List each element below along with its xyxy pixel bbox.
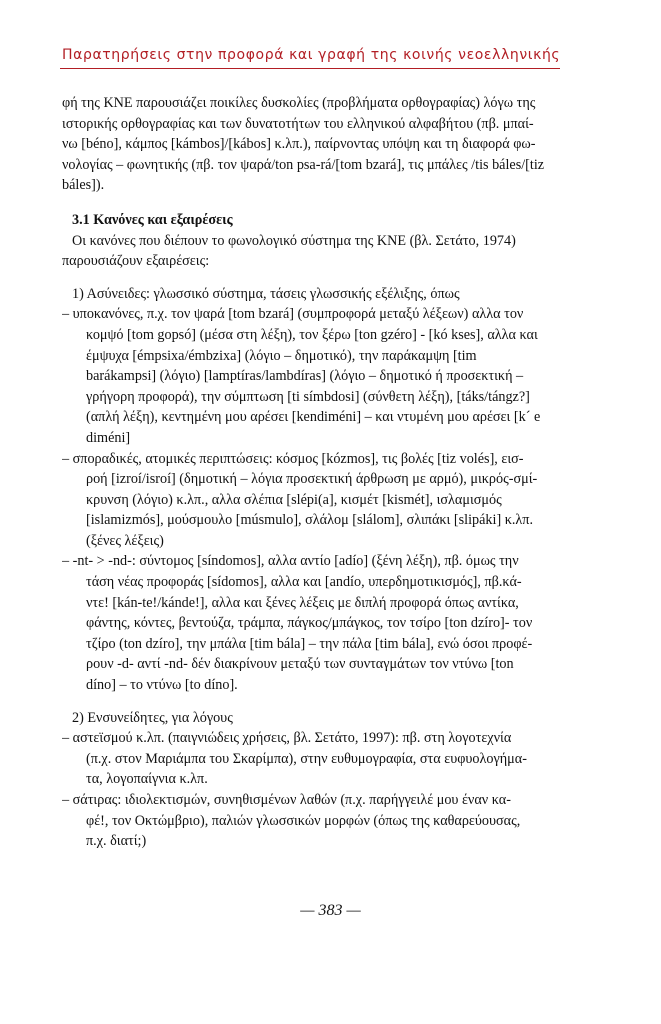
text-line: ρουν -d- αντί -nd- δέν διακρίνουν μεταξύ των συνταγμάτων τον ντύνω [ton	[86, 656, 514, 673]
text-line: κομψό [tom gopsó] (μέσα στη λέξη), τον ξέρω [ton gzéro] - [kó kses], αλλα και	[86, 326, 538, 343]
header-rule	[60, 68, 560, 69]
text-line: báles]).	[62, 177, 105, 194]
text-line: νολογίας – φωνητικής (πβ. τον ψαρά/ton psa-rá/[tom bzará], τις μπάλες /tis báles/[tiz	[62, 156, 545, 173]
section-heading: 3.1 Κανόνες και εξαιρέσεις	[72, 211, 233, 228]
text-line: [islamizmós], μούσμουλο [músmulo], σλάλομ [slálom], σλιπάκι [slipáki] κ.λπ.	[86, 512, 533, 529]
text-line: φή της ΚΝΕ παρουσιάζει ποικίλες δυσκολίες (προβλήματα ορθογραφίας) λόγω της	[62, 95, 536, 111]
text-line: 2) Ενσυνείδητες, για λόγους	[72, 709, 233, 726]
text-line: έμψυχα [émpsixa/émbzixa] (λόγιο – δημοτικό), την παράκαμψη [tim	[86, 347, 477, 364]
text-line: díno] – το ντύνω [to díno].	[86, 677, 238, 694]
text-line: barákampsi] (λόγιο) [lamptíras/lambdíras] (λόγιο – δημοτικό ή προσεκτική –	[86, 368, 524, 385]
text-line: π.χ. διατί;)	[86, 833, 147, 850]
text-line: – σποραδικές, ατομικές περιπτώσεις: κόσμος [kózmos], τις βολές [tiz volés], εισ-	[62, 450, 524, 467]
text-line: γρήγορη προφορά), την σύμπτωση [ti símbdosi] (σύνθετη λέξη), [táks/tángz?]	[86, 388, 530, 405]
text-line: – σάτιρας: ιδιολεκτισμών, συνηθισμένων λαθών (π.χ. παρήγγειλέ μου έναν κα-	[62, 792, 511, 808]
text-line: νω [béno], κάμπος [kámbos]/[kábos] κ.λπ.), παίρνοντας υπόψη και τη διαφορά φω-	[62, 136, 536, 153]
text-line: (απλή λέξη), κεντημένη μου αρέσει [kendiméni] – και ντυμένη μου αρέσει [k´ e	[86, 409, 541, 426]
text-line: τάση νέας προφοράς [sídomos], αλλα και [andío, υπερδημοτικισμός], πβ.κά-	[86, 574, 522, 591]
paragraph-gap	[62, 272, 574, 284]
body-text	[62, 93, 574, 852]
text-line: – -nt- > -nd-: σύντομος [síndomos], αλλα αντίο [adío] (ξένη λέξη), πβ. όμως την	[62, 553, 519, 570]
running-head: Παρατηρήσεις στην προφορά και γραφή της κοινής νεοελληνικής	[62, 47, 561, 63]
text-line: ιστορικής ορθογραφίας και των δυνατοτήτων του ελληνικού αλφαβήτου (πβ. μπαί-	[62, 115, 534, 132]
text-line: φέ!, τον Οκτώμβριο), παλιών γλωσσικών μορφών (όπως της καθαρεύουσας,	[86, 812, 521, 829]
text-line: (π.χ. στον Μαριάμπα του Σκαρίμπα), στην ευθυμογραφία, στα ευφυολογήμα-	[86, 750, 527, 767]
text-line: παρουσιάζουν εξαιρέσεις:	[62, 253, 210, 270]
text-line: – υποκανόνες, π.χ. τον ψαρά [tom bzará] (συμπροφορά μεταξύ λέξεων) αλλα τον	[62, 306, 524, 323]
text-line: – αστεϊσμού κ.λπ. (παιγνιώδεις χρήσεις, βλ. Σετάτο, 1997): πβ. στη λογοτεχνία	[62, 730, 512, 747]
text-line: φάντης, κόντες, βεντούζα, τράμπα, πάγκος/μπάγκος, τον τσίρο [ton dzíro]- τον	[86, 615, 533, 632]
text-line: ντε! [kán-te!/kánde!], αλλα και ξένες λέξεις με διπλή προφορά όπως αντίκα,	[86, 594, 519, 611]
text-line: (ξένες λέξεις)	[86, 532, 164, 549]
text-line: κρυνση (λόγιο) κ.λπ., αλλα σλέπια [slépi(a], κισμέτ [kismét], ισλαμισμός	[86, 491, 502, 508]
text-line: Οι κανόνες που διέπουν το φωνολογικό σύστημα της ΚΝΕ (βλ. Σετάτο, 1974)	[72, 232, 516, 249]
paragraph-gap	[62, 696, 574, 708]
text-line: τζίρο (ton dzíro], την μπάλα [tim bála] – την πάλα [tim bála], ενώ όσοι προφέ-	[86, 635, 533, 652]
text-line: diméni]	[86, 429, 131, 446]
text-line: τα, λογοπαίγνια κ.λπ.	[86, 771, 208, 788]
text-line: 1) Ασύνειδες: γλωσσικό σύστημα, τάσεις γλωσσικής εξέλιξης, όπως	[72, 285, 460, 302]
page-number: — 383 —	[300, 902, 361, 919]
paragraph-gap	[62, 196, 574, 210]
text-line: ροή [izroí/isroí] (δημοτική – λόγια προσεκτική άρθρωση με αρμό), μικρός-σμί-	[86, 471, 538, 488]
